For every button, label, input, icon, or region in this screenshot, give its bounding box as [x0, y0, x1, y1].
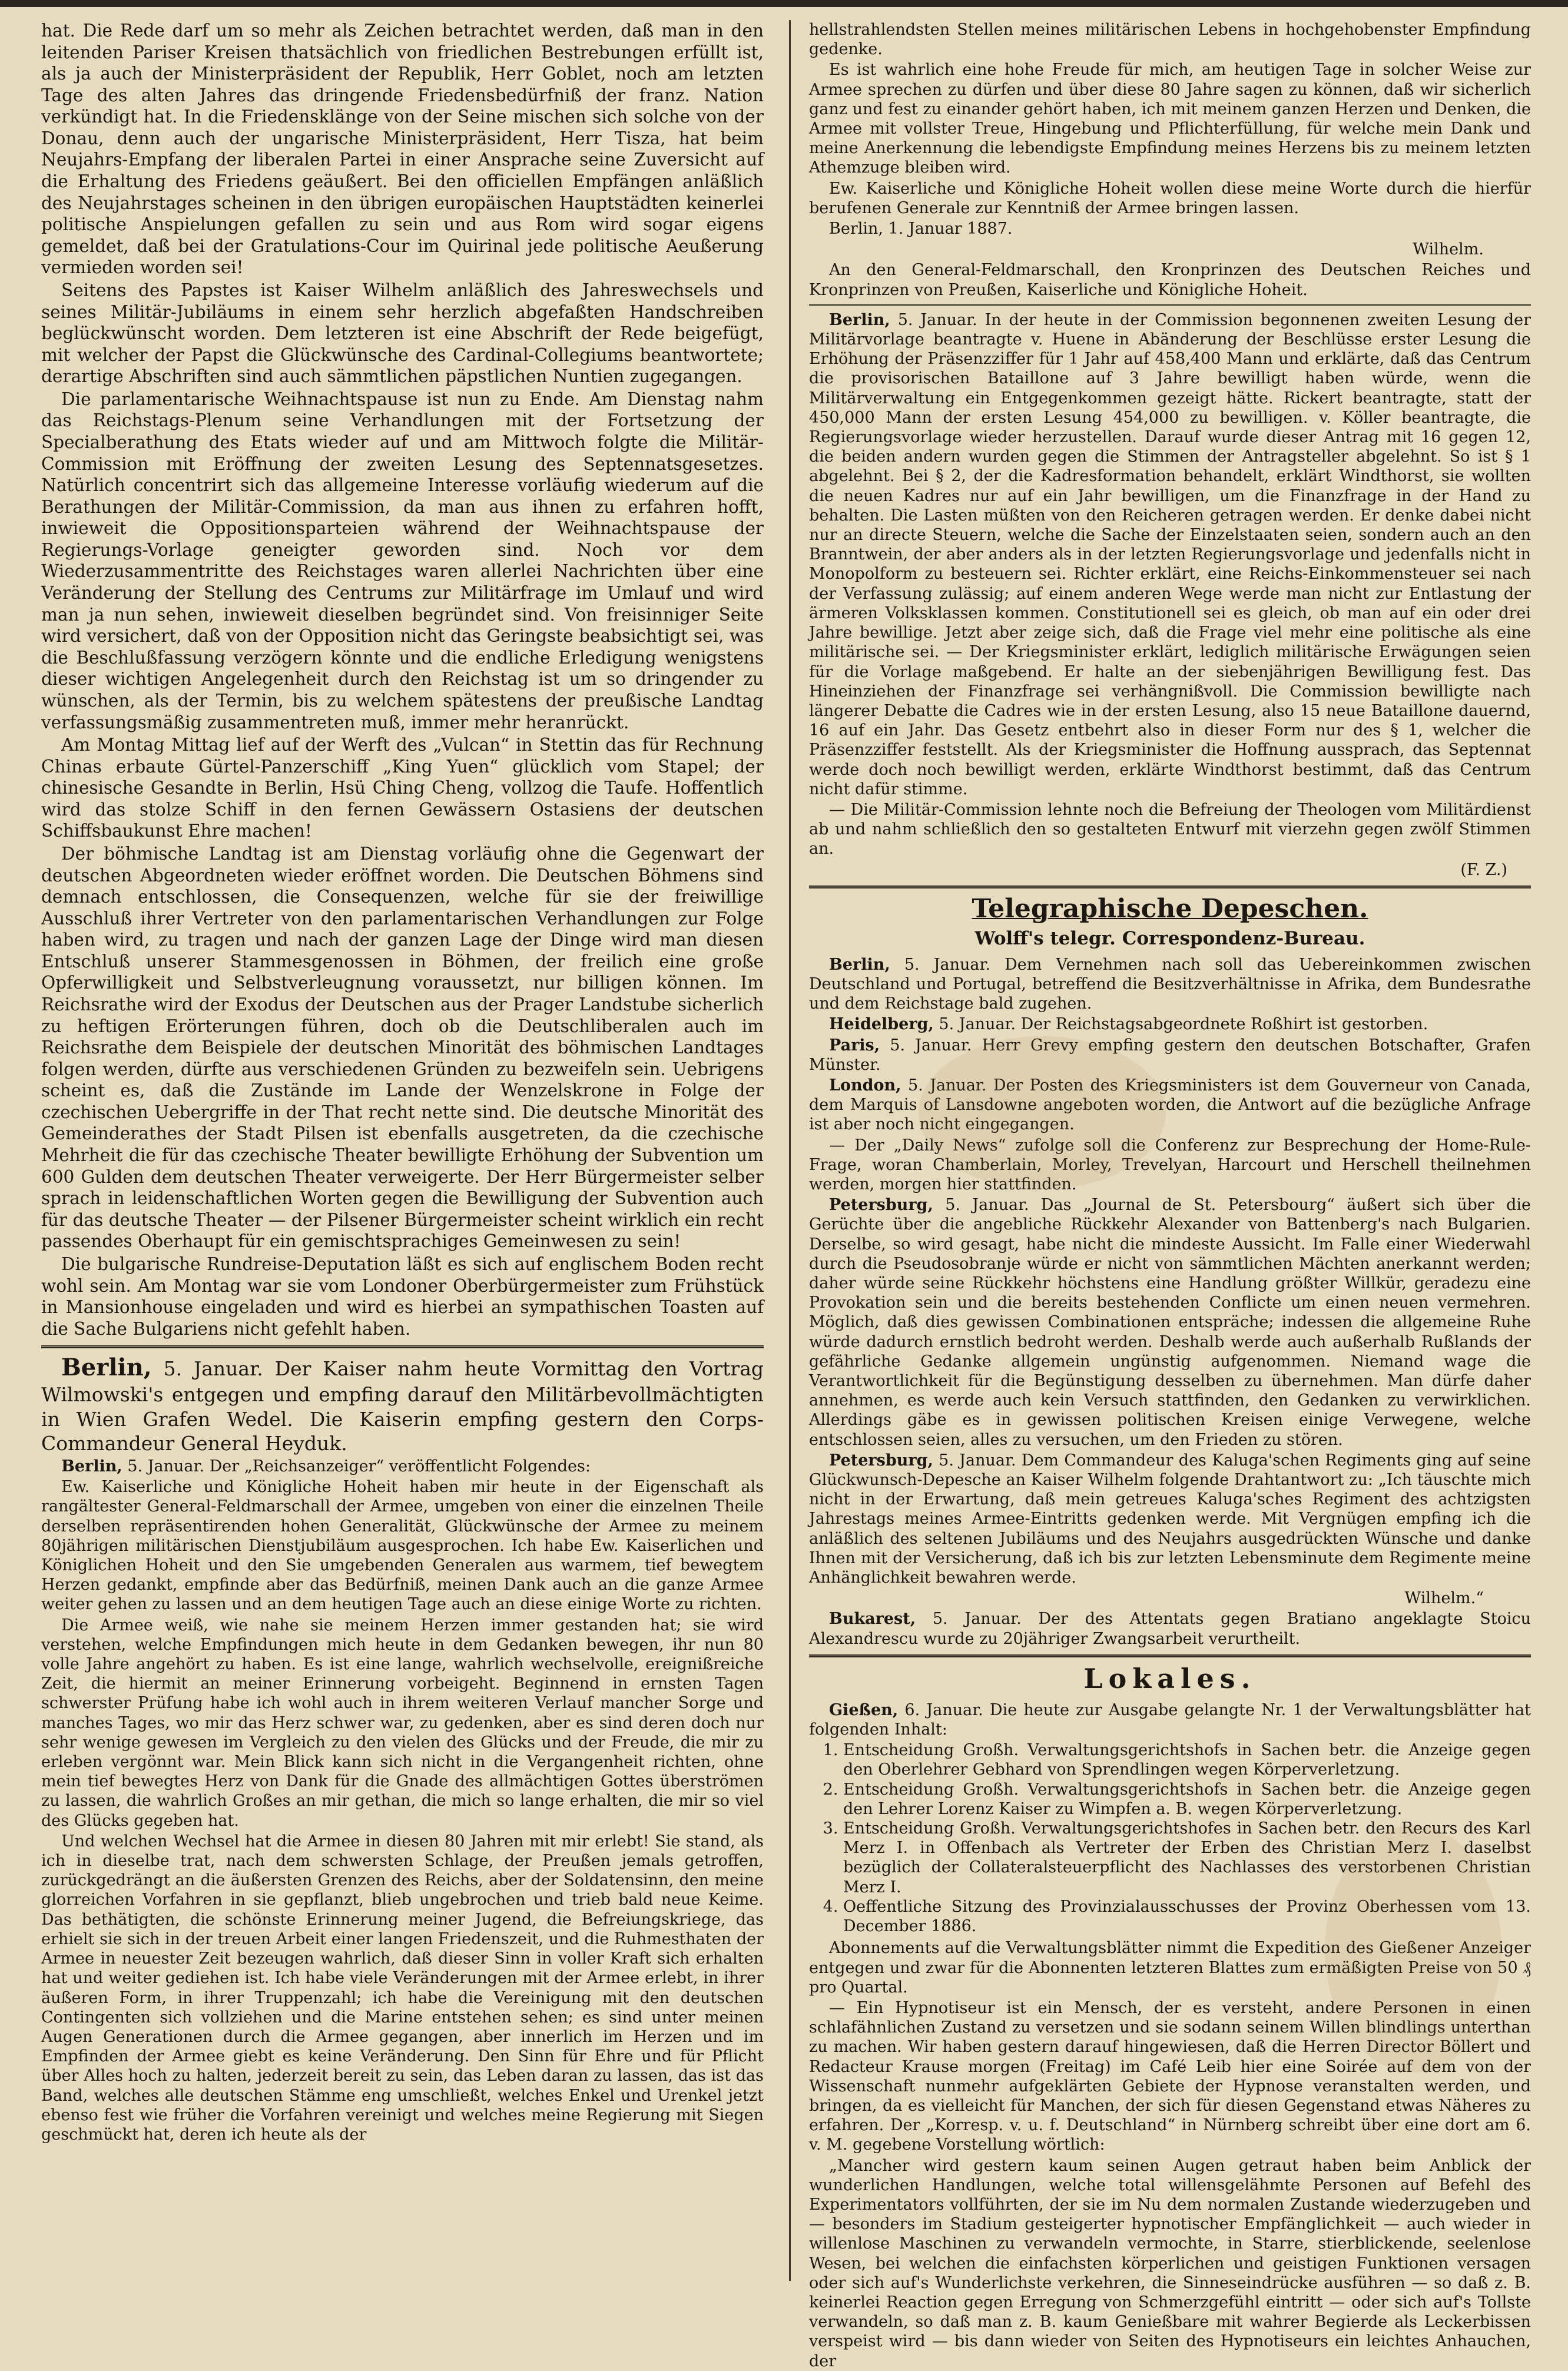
telegram-item: [809, 1076, 1531, 1135]
section-divider: [809, 1654, 1531, 1657]
reichsanzeiger-text: 5. Januar. Der „Reichsanzeiger“ veröffentlicht Folgendes:: [122, 1457, 591, 1476]
dateline: Petersburg,: [829, 1451, 933, 1470]
commission-report: [809, 310, 1531, 799]
telegram-item: [809, 1036, 1531, 1075]
telegram-signature: Wilhelm.“: [1404, 1589, 1484, 1608]
commission-last: — Die Militär-Commission lehnte noch die Befreiung der Theologen vom Militärdienst ab und nahm schließlich den so gestalteten Entwurf mit vierzehn gegen zwölf Stimmen an.: [809, 800, 1531, 858]
telegram-text: — Der „Daily News“ zufolge soll die Conferenz zur Besprechung der Home-Rule-Frage, woran Chamberlain, Morley, Trevelyan, Harcourt und Herschell theilnehmen werden, morgen hier stattfinden.: [809, 1136, 1531, 1193]
proclamation-paragraph: Ew. Kaiserliche und Königliche Hoheit wollen diese meine Worte durch die hierfür berufenen Generale zur Kenntniß der Armee bringen lassen.: [809, 179, 1531, 217]
signature: Wilhelm.: [1413, 240, 1484, 259]
reichsanzeiger-intro: [41, 1457, 764, 1476]
proclamation-paragraph: Die Armee weiß, wie nahe sie meinem Herzen immer gestanden hat; sie wird verstehen, welche Empfindungen mich heute in dem Gedanken bewegen, ihr nun 80 volle Jahre angehört zu haben. Es ist eine lange, wahrlich wechselvolle, ereignißreiche Zeit, die hiermit an meiner Erinnerung vorbeigeht. Beginnend in ernsten Tagen schwerster Prüfung habe ich wohl auch in ihrem weiteren Verlauf mancher Sorge und manches Tages, wo mir das Herz schwer war, zu gedenken, aber es sind deren doch nur sehr wenige gewesen im Vergleich zu den vielen des Glücks und der Freude, die mir zu erleben vergönnt war. Mein Blick kann sich nicht in die Vergangenheit richten, ohne mein tief bewegtes Herz von Dank für die Gnade des allmächtigen Gottes überströmen zu lassen, die wahrlich Großes an mir gethan, die mich so lange erhalten, die mir so viel des Glücks gegeben hat.: [41, 1616, 764, 1830]
addressee: An den General-Feldmarschall, den Kronprinzen des Deutschen Reiches und Kronprinzen von Preußen, Kaiserliche und Königliche Hoheit.: [809, 261, 1531, 299]
telegram-text: 5. Januar. Der Posten des Kriegsministers ist dem Gouverneur von Canada, dem Marquis of Lansdowne angeboten worden, die Antwort auf die bezügliche Anfrage ist aber noch nicht eingegangen.: [809, 1076, 1531, 1134]
contents-list: [809, 1740, 1531, 1936]
right-column: [801, 20, 1531, 2370]
article-paragraph: Am Montag Mittag lief auf der Werft des „Vulcan“ in Stettin das für Rechnung Chinas erbaute Gürtel-Panzerschiff „King Yuen“ glücklich vom Stapel; der chinesische Gesandte in Berlin, Hsü Ching Cheng, vollzog die Taufe. Hoffentlich wird das stolze Schiff in den fernen Gewässern Ostasiens der deutschen Schiffsbaukunst Ehre machen!: [41, 735, 764, 841]
article-paragraph: hat. Die Rede darf um so mehr als Zeichen betrachtet werden, daß man in den leitenden Pariser Kreisen thatsächlich von friedlichen Bestrebungen erfüllt ist, als ja auch der Ministerpräsident der Republik, Herr Goblet, noch am letzten Tage des alten Jahres das dringende Friedensbedürfniß der franz. Nation verkündigt hat. In die Friedensklänge von der Seine mischen sich solche von der Donau, denn auch der ungarische Ministerpräsident, Herr Tisza, hat beim Neujahrs-Empfang der liberalen Partei in einer Ansprache seine Zuversicht auf die Erhaltung des Friedens geäußert. Bei den officiellen Empfängen anläßlich des Neujahrstages scheinen in den übrigen europäischen Hauptstädten keinerlei politische Anspielungen gefallen zu sein und aus Rom wird sogar eigens gemeldet, daß bei der Gratulations-Cour im Quirinal jede politische Aeußerung vermieden worden sei!: [41, 21, 764, 278]
lokales-intro-text: 6. Januar. Die heute zur Ausgabe gelangte Nr. 1 der Verwaltungsblätter hat folgenden Inhalt:: [809, 1700, 1531, 1739]
telegram-text: 5. Januar. Dem Vernehmen nach soll das Uebereinkommen zwischen Deutschland und Portugal, betreffend die Besitzverhältnisse in Afrika, dem Bundesrathe und dem Reichstage bald zugehen.: [809, 955, 1531, 1013]
telegram-text: 5. Januar. Dem Commandeur des Kaluga'schen Regiments ging auf seine Glückwunsch-Depesche an Kaiser Wilhelm folgende Drahtantwort zu: „Ich täuschte mich nicht in der Erwartung, daß mein getreues Kaluga'sches Regiment des achtzigsten Jahrestags meines Armee-Eintritts gedenken werde. Mit Vergnügen empfing ich die anläßlich des seltenen Jubiläums und des Neujahrs ausgedrückten Wünsche und danke Ihnen mit der Versicherung, daß ich bis zur letzten Lebensminute dem Regimente meine Anhänglichkeit bewahren werde.: [809, 1451, 1531, 1587]
proclamation-paragraph: hellstrahlendsten Stellen meines militärischen Lebens in hochgehobenster Empfindung gedenke.: [809, 21, 1531, 59]
dateline: Berlin,: [829, 310, 890, 329]
telegram-item: [809, 1014, 1531, 1034]
article-paragraph: Die bulgarische Rundreise-Deputation läßt es sich auf englischem Boden recht wohl sein. Am Montag war sie vom Londoner Oberbürgermeister zum Frühstück in Mansionhouse eingeladen und wird es hierbei an sympathischen Toasten auf die Sache Bulgariens nicht gefehlt haben.: [41, 1254, 764, 1339]
telegram-text: 5. Januar. Der Reichstagsabgeordnete Roßhirt ist gestorben.: [933, 1015, 1428, 1034]
list-item: 4. Oeffentliche Sitzung des Provinzialausschusses der Provinz Oberhessen vom 13. December 1886.: [843, 1897, 1531, 1936]
dateline: Paris,: [829, 1036, 880, 1054]
proclamation-paragraph: Und welchen Wechsel hat die Armee in diesen 80 Jahren mit mir erlebt! Sie stand, als ich in dieselbe trat, nach dem schwersten Schlage, der Preußen jemals getroffen, zurückgedrängt an die äußersten Grenzen des Reichs, aber der Soldatensinn, den meine glorreichen Vorfahren in sie gepflanzt, blieb ungebrochen und trieb bald neue Keime. Das bethätigten, die schönste Erinnerung meiner Jugend, die Befreiungskriege, das erhielt sie sich in der treuen Arbeit einer langen Friedenszeit, und die Ruhmesthaten der Armee in neuester Zeit bezeugen wahrlich, daß dieser Sinn in voller Kraft sich erhalten hat und weiter gediehen ist. Ich habe viele Veränderungen mit der Armee erlebt, in ihrer äußeren Form, in ihrer Truppenzahl; ich habe die Vereinigung mit den deutschen Contingenten sich vollziehen und die Marine entstehen sehen; es sind unter meinen Augen Generationen durch die Armee gegangen, aber innerlich im Herzen und im Empfinden der Armee giebt es keine Veränderung. Den Sinn für Ehre und für Pflicht über Alles hoch zu halten, jederzeit bereit zu sein, das Leben daran zu lassen, das ist das Band, welches alle deutschen Stämme eng umschließt, welches Enkel und Urenkel jetzt ebenso fest wie früher die Vorfahren vereinigt und welches meine Regierung mit Siegen geschmückt hat, deren ich heute als der: [41, 1832, 764, 2144]
berlin-lead-paragraph: [41, 1353, 764, 1455]
list-item: 1. Entscheidung Großh. Verwaltungsgerichtshofs in Sachen betr. die Anzeige gegen den Oberlehrer Gebhard von Sprendlingen wegen Körperverletzung.: [843, 1740, 1531, 1779]
dateline: Gießen,: [829, 1700, 899, 1719]
telegram-text: 5. Januar. Herr Grevy empfing gestern den deutschen Botschafter, Grafen Münster.: [809, 1036, 1531, 1074]
dateline: Petersburg,: [829, 1196, 933, 1215]
dateline: London,: [829, 1076, 901, 1095]
commission-text: 5. Januar. In der heute in der Commission begonnenen zweiten Lesung der Militärvorlage beantragte v. Huene in Abänderung der Beschlüsse erster Lesung die Erhöhung der Präsenzziffer für 1 Jahr auf 458,400 Mann und erklärte, daß das Centrum die provisorischen Bataillone auf 3 Jahre bewilligt haben würde, wenn die Militärverwaltung ein Entgegenkommen gezeigt hätte. Rickert beantragte, statt der 450,000 Mann der ersten Lesung 454,000 zu bewilligen. v. Köller beantragte, die Regierungsvorlage wieder herzustellen. Darauf wurde dieser Antrag mit 16 gegen 12, die beiden andern wurden gegen die Stimmen der Antragsteller abgelehnt. So ist § 1 abgelehnt. Bei § 2, der die Kadresformation behandelt, erklärt Windthorst, sie wollten die neuen Kadres nur auf ein Jahr bewilligen, um die Finanzfrage in der Hand zu behalten. Die Lasten müßten von den Reicheren getragen werden. Er denke dabei nicht nur an directe Steuern, welche die Sache der Einzelstaaten seien, sondern auch an den Branntwein, der aber anders als in der letzten Regierungsvorlage und jedenfalls nicht in Monopolform zu besteuern sei. Richter erklärt, eine Reichs-Einkommensteuer sei nach der Verfassung zulässig; auf einem anderen Wege werde man nicht zur Entlastung der ärmeren Volksklassen kommen. Constitutionell sei es gleich, ob man auf ein oder drei Jahre bewillige. Jetzt aber zeige sich, daß die Frage viel mehr eine politische als eine militärische sei. — Der Kriegsminister erklärt, lediglich militärische Erwägungen seien für die Vorlage maßgebend. Er halte an der siebenjährigen Bewilligung fest. Das Hineinziehen der Finanzfrage sei verhängnißvoll. Die Commission bewilligte nach längerer Debatte die Cadres wie in der ersten Lesung, also 15 neue Bataillone dauernd, 16 auf ein Jahr. Das Gesetz entbehrt also in dieser Form nur des § 1, welcher die Präsenzziffer feststellt. Als der Kriegsminister die Hoffnung aussprach, das Septennat werde doch noch bewilligt werden, erklärte Windthorst bestimmt, daß das Centrum nicht dafür stimme.: [809, 310, 1531, 798]
article-paragraph: Der böhmische Landtag ist am Dienstag vorläufig ohne die Gegenwart der deutschen Abgeordneten wieder eröffnet worden. Die Deutschen Böhmens sind demnach entschlossen, die Consequenzen, welche für sie der freiwillige Ausschluß ihrer Vertreter von den parlamentarischen Verhandlungen zur Folge haben wird, zu tragen und nach der ganzen Lage der Dinge wird man diesen Entschluß unserer Stammesgenossen in Böhmen, der freilich eine große Opferwilligkeit und Selbstverleugnung voraussetzt, nur billigen können. Im Reichsrathe wird der Exodus der Deutschen aus der Prager Landstube sicherlich zu heftigen Erörterungen führen, doch ob die Deutschliberalen auch im Reichsrathe dem Beispiele der deutschen Minorität des böhmischen Landtages folgen werden, dürfte aus verschiedenen Gründen zu bezweifeln sein. Uebrigens scheint es, daß die Zustände im Lande der Wenzelskrone in Folge der czechischen Uebergriffe in der That recht nette sind. Die deutsche Minorität des Gemeinderathes der Stadt Pilsen ist ebenfalls ausgetreten, da die czechische Mehrheit die für das czechische Theater bewilligte Erhöhung der Subvention um 600 Gulden dem deutschen Theater verweigerte. Der Herr Bürgermeister selber sprach in leidenschaftlichen Worten gegen die Bewilligung der Subvention auch für das deutsche Theater — der Pilsener Bürgermeister scheint wirklich ein recht passendes Oberhaupt für ein gemischtsprachiges Gemeinwesen zu sein!: [41, 843, 764, 1252]
section-divider: [809, 886, 1531, 888]
dateline: Berlin,: [829, 955, 890, 974]
telegrams-title: Telegraphische Depeschen.: [972, 893, 1368, 924]
lokales-title: Lokales.: [1083, 1662, 1257, 1694]
section-divider: [809, 304, 1531, 306]
lokales-paragraph: Abonnements auf die Verwaltungsblätter nimmt die Expedition des Gießener Anzeiger entgegen und zwar für die Abonnenten letzteren Blattes zum ermäßigten Preise von 50 ₰ pro Quartal.: [809, 1939, 1531, 1997]
newspaper-page: [41, 20, 1531, 2370]
telegram-item: [809, 1136, 1531, 1195]
list-item: 2. Entscheidung Großh. Verwaltungsgerichtshofs in Sachen betr. die Anzeige gegen den Lehrer Lorenz Kaiser zu Wimpfen a. B. wegen Körperverletzung.: [843, 1780, 1531, 1819]
telegram-item: [809, 1609, 1531, 1648]
lokales-paragraph: — Ein Hypnotiseur ist ein Mensch, der es versteht, andere Personen in einen schlafähnlichen Zustand zu versetzen und sie sodann seinem Willen blindlings unterthan zu machen. Wir haben gestern darauf hingewiesen, daß die Herren Director Böllert und Redacteur Krause morgen (Freitag) im Café Leib hier eine Soirée auf dem von der Wissenschaft nunmehr aufgeklärten Gebiete der Hypnose veranstalten werden, und bringen, da es vielleicht für Manchen, der sich für diesen Gegenstand etwas Näheres zu erfahren. Der „Korresp. v. u. f. Deutschland“ in Nürnberg schreibt über eine dort am 6. v. M. gegebene Vorstellung wörtlich:: [809, 1998, 1531, 2154]
telegram-item: [809, 1451, 1531, 1587]
lokales-intro: [809, 1700, 1531, 1739]
dateline: Heidelberg,: [829, 1015, 934, 1034]
article-paragraph: Die parlamentarische Weihnachtspause ist nun zu Ende. Am Dienstag nahm das Reichstags-Plenum seine Verhandlungen mit der Fortsetzung der Specialberathung des Etats wieder auf und am Mittwoch folgte die Militär-Commission mit Eröffnung der zweiten Lesung des Septennatsgesetzes. Natürlich concentrirt sich das allgemeine Interesse vorläufig wiederum auf die Berathungen der Militär-Commission, da man aus ihnen zu erfahren hofft, inwieweit die Oppositionsparteien während der Weihnachtspause der Regierungs-Vorlage geneigter geworden sind. Noch vor dem Wiederzusammentritte des Reichstages waren allerlei Nachrichten über eine Veränderung der Stellung des Centrums zur Militärfrage im Umlauf und wird man ja nun sehen, inwieweit dieselben begründet sind. Von freisinniger Seite wird versichert, daß von der Opposition nicht das Geringste beabsichtigt sei, was die Beschlußfassung verzögern könnte und die endliche Erledigung wenigstens dieser wichtigen Angelegenheit durch den Reichstag ist um so dringender zu wünschen, als der Termin, bis zu welchem spätestens der preußische Landtag verfassungsmäßig zusammentreten muß, immer mehr heranrückt.: [41, 389, 764, 732]
dateline: Bukarest,: [829, 1610, 916, 1629]
proclamation-paragraph: Es ist wahrlich eine hohe Freude für mich, am heutigen Tage in solcher Weise zur Armee sprechen zu dürfen und über diese 80 Jahre sagen zu können, daß wir sicherlich ganz und fest zu einander gehört haben, ich mit meinem ganzen Herzen und Denken, die Armee mit vollster Treue, Hingebung und Pflichterfüllung, für welche mein Dank und meine Anerkennung die lebendigste Empfindung meines Herzens bis zu meinem letzten Athemzuge bleiben wird.: [809, 61, 1531, 177]
article-paragraph: Seitens des Papstes ist Kaiser Wilhelm anläßlich des Jahreswechsels und seines Militär-Jubiläums in einem sehr herzlich abgefaßten Handschreiben beglückwünscht worden. Dem letzteren ist eine Abschrift der Rede beigefügt, mit welcher der Papst die Glückwünsche des Cardinal-Collegiums beantwortete; derartige Abschriften sind auch sämmtlichen päpstlichen Nuntien zugegangen.: [41, 280, 764, 387]
left-column: [41, 20, 774, 2281]
section-divider: [41, 1345, 764, 1348]
list-item: 3. Entscheidung Großh. Verwaltungsgerichtshofes in Sachen betr. den Recurs des Karl Merz I. in Offenbach als Vertreter der Erben des Christian Merz I. daselbst bezüglich der Collateralsteuerpflicht des Nachlasses des verstorbenen Christian Merz I.: [843, 1819, 1531, 1897]
telegram-text: 5. Januar. Der des Attentats gegen Bratiano angeklagte Stoicu Alexandrescu wurde zu 20jähriger Zwangsarbeit verurtheilt.: [809, 1610, 1531, 1648]
place-date: Berlin, 1. Januar 1887.: [829, 220, 1013, 238]
column-divider: [789, 20, 791, 2281]
lokales-paragraph: „Mancher wird gestern kaum seinen Augen getraut haben beim Anblick der wunderlichen Handlungen, welche total willensgelähmte Personen auf Befehl des Experimentators vollführten, der sie im Nu dem normalen Zustande wiederzugeben und — besonders im Stadium gesteigerter hypnotischer Empfänglichkeit — auch wieder in willenlose Maschinen zu verwandeln vermochte, in Starre, stierblickende, seelenlose Wesen, bei welchen die einfachsten körperlichen und geistigen Funktionen versagen oder sich auf's Wunderlichste verkehren, die Sinneseindrücke ausführen — so daß z. B. keinerlei Reaction gegen Erregung von Schmerzgefühl eintritt — oder sich auf's Tollste verwandeln, so daß man z. B. kaum Genießbare mit wahrer Begierde als Leckerbissen verspeist wird — bis dann wieder von Seiten des Hypnotiseurs ein leichtes Anhauchen, der: [809, 2156, 1531, 2370]
dateline: Berlin,: [61, 1457, 122, 1476]
berlin-lead-text: 5. Januar. Der Kaiser nahm heute Vormittag den Vortrag Wilmowski's entgegen und empfing darauf den Militärbevollmächtigten in Wien Grafen Wedel. Die Kaiserin empfing gestern den Corps-Commandeur General Heyduk.: [41, 1357, 764, 1455]
telegram-item: [809, 955, 1531, 1014]
telegram-text: 5. Januar. Das „Journal de St. Petersbourg“ äußert sich über die Gerüchte über die angebliche Rückkehr Alexander von Battenberg's nach Bulgarien. Derselbe, so wird gesagt, habe nicht die mindeste Aussicht. Im Falle einer Wiederwahl durch die Pseudosobranje würde er nicht von sämmtlichen Mächten anerkannt werden; daher würde seine Rückkehr höchstens eine Handlung größter Willkür, geradezu eine Provokation sein und die bereits bestehenden Conflicte um einen neuen vermehren. Möglich, daß dies gewissen Combinationen entspräche; indessen die allgemeine Ruhe würde dadurch ernstlich bedroht werden. Deshalb werde auch außerhalb Rußlands der gefährliche Gedanke allgemein ungünstig aufgenommen. Niemand wage die Verantwortlichkeit für die Begünstigung desselben zu übernehmen. Man dürfe daher annehmen, es werde auch kein Versuch stattfinden, den Gedanken zu verwirklichen. Allerdings gäbe es in gewissen politischen Kreisen einige Verwegene, welche entschlossen seien, alles zu versuchen, um den Frieden zu stören.: [809, 1196, 1531, 1449]
source-initials: (F. Z.): [1460, 860, 1507, 879]
telegrams-subtitle: Wolff's telegr. Correspondenz-Bureau.: [974, 928, 1365, 950]
page-top-rule: [0, 0, 1568, 7]
telegram-item: [809, 1195, 1531, 1450]
dateline: Berlin,: [61, 1354, 152, 1382]
proclamation-paragraph: Ew. Kaiserliche und Königliche Hoheit haben mir heute in der Eigenschaft als rangältester General-Feldmarschall der Armee, umgeben von einer die einzelnen Theile derselben repräsentirenden hohen Generalität, Glückwünsche der Armee zu meinem 80jährigen militärischen Dienstjubiläum ausgesprochen. Ich habe Ew. Kaiserlichen und Königlichen Hoheit und den Sie umgebenden Generalen aus warmem, tief bewegtem Herzen gedankt, empfinde aber das Bedürfniß, meinen Dank auch an die ganze Armee weiter gehen zu lassen und an dem heutigen Tage auch an diese einige Worte zu richten.: [41, 1478, 764, 1614]
